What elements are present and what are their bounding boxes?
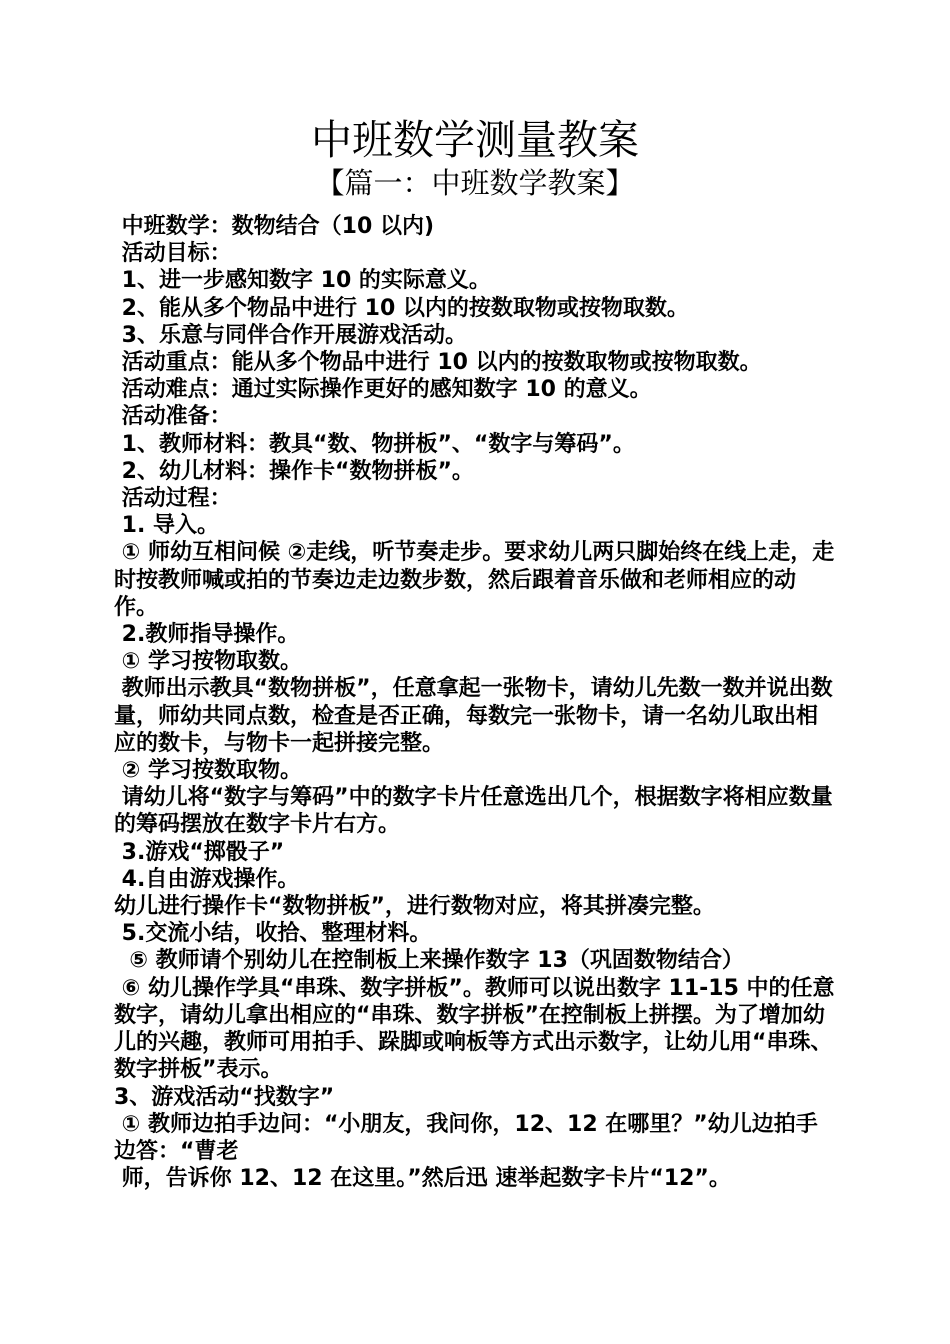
paragraph-greeting: ① 师幼互相问候 ②走线，听节奏走步。要求幼儿两只脚始终在线上走，走时按教师喊或拍的节奏边走边数步数，然后跟着音乐做和老师相应的动作。 (114, 540, 835, 620)
line-step-4: 4.自由游戏操作。 (114, 866, 300, 892)
line-course-name: 中班数学：数物结合（10 以内) (114, 214, 435, 239)
line-substep-1: ① 学习按物取数。 (114, 649, 302, 675)
line-difficulty: 活动难点：通过实际操作更好的感知数字 10 的意义。 (114, 377, 652, 403)
line-step-1: 1. 导入。 (114, 513, 219, 539)
line-child-materials: 2、幼儿材料：操作卡“数物拼板”。 (114, 458, 474, 484)
line-goal-1: 1、进一步感知数字 10 的实际意义。 (114, 268, 491, 294)
document-title: 中班数学测量教案 (311, 116, 639, 164)
line-teacher-materials: 1、教师材料：教具“数、物拼板”、“数字与筹码”。 (114, 431, 635, 457)
line-substep-5: ⑤ 教师请个别幼儿在控制板上来操作数字 13（巩固数物结合） (114, 948, 744, 974)
document-body (114, 213, 836, 1192)
line-key-point: 活动重点：能从多个物品中进行 10 以内的按数取物或按物取数。 (114, 350, 762, 376)
line-game-heading: 3、游戏活动“找数字” (114, 1084, 335, 1110)
paragraph-chips: 请幼儿将“数字与筹码”中的数字卡片任意选出几个，根据数字将相应数量的筹码摆放在数字卡片右方。 (114, 785, 833, 838)
line-step-3: 3.游戏“掷骰子” (114, 839, 285, 865)
line-process-heading: 活动过程： (114, 486, 232, 512)
line-step-2: 2.教师指导操作。 (114, 622, 300, 648)
document-subtitle: 【篇一：中班数学教案】 (315, 166, 635, 200)
line-preparation-heading: 活动准备： (114, 404, 232, 430)
paragraph-substep-6: ⑥ 幼儿操作学具“串珠、数字拼板”。教师可以说出数字 11-15 中的任意数字，请幼儿拿出相应的“串珠、数字拼板”在控制板上拼摆。为了增加幼儿的兴趣，教师可用拍手、跺脚或响板等方式出示数字，让幼儿用“串珠、数字拼板”表示。 (114, 975, 835, 1083)
paragraph-show-board: 教师出示教具“数物拼板”，任意拿起一张物卡，请幼儿先数一数并说出数量，师幼共同点数，检查是否正确，每数完一张物卡，请一名幼儿取出相应的数卡，与物卡一起拼接完整。 (114, 676, 833, 756)
paragraph-clap-question: ① 教师边拍手边问：“小朋友，我问你，12、12 在哪里？”幼儿边拍手边答：“曹老 (114, 1111, 818, 1164)
paragraph-free-play: 幼儿进行操作卡“数物拼板”，进行数物对应，将其拼凑完整。 (114, 894, 715, 920)
line-step-5: 5.交流小结，收拾、整理材料。 (114, 921, 432, 947)
paragraph-clap-answer: 师，告诉你 12、12 在这里。”然后迅 速举起数字卡片“12”。 (114, 1166, 731, 1192)
line-substep-2: ② 学习按数取物。 (114, 758, 302, 784)
line-goal-2: 2、能从多个物品中进行 10 以内的按数取物或按物取数。 (114, 295, 689, 321)
line-goals-heading: 活动目标： (114, 241, 232, 267)
line-goal-3: 3、乐意与同伴合作开展游戏活动。 (114, 322, 467, 348)
